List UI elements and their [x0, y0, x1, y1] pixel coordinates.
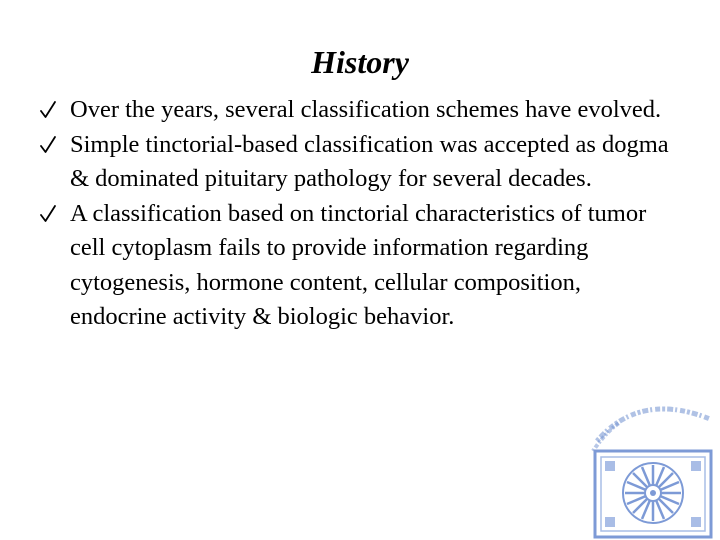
checkmark-icon	[40, 205, 56, 223]
bullet-item	[40, 197, 680, 335]
bullet-text: Over the years, several classification schemes have evolved.	[70, 96, 662, 123]
bullet-text: A classification based on tinctorial characteristics of tumor cell cytoplasm fails to provide information regarding cytogenesis, hormone content, cellular composition, endocrine activity & biologic behavior.	[70, 199, 647, 330]
university-seal-icon	[585, 393, 720, 540]
checkmark-icon	[40, 101, 56, 119]
bullet-item	[40, 93, 680, 128]
checkmark-icon	[40, 136, 56, 154]
bullet-list	[40, 93, 680, 335]
slide-title: History	[311, 44, 409, 80]
bullet-text: Simple tinctorial-based classification was accepted as dogma & dominated pituitary pathology for several decades.	[70, 130, 669, 192]
bullet-item	[40, 128, 680, 197]
